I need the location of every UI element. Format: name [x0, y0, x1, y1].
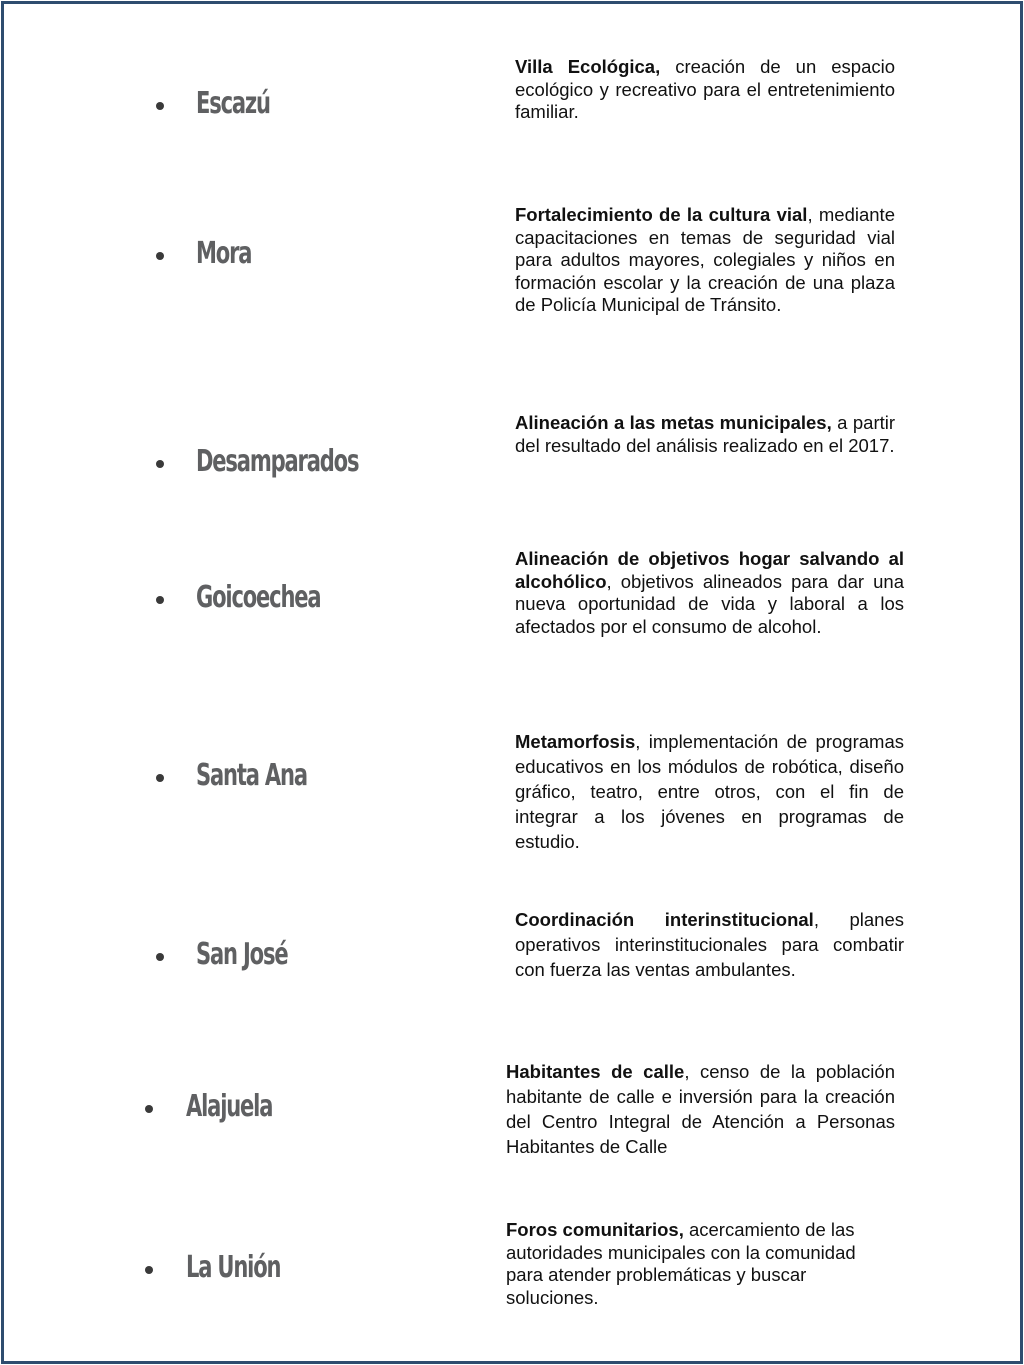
description-text: , planes operativos interinstitucionales para combatir con fuerza las ventas ambulantes.: [515, 909, 905, 980]
description-text: , implementación de programas educativos en los módulos de robótica, diseño gráfico, teatro, entre otros, con el fin de integrar a los jóvenes en programas de estudio.: [515, 731, 904, 852]
description-goicoechea: [515, 548, 904, 638]
bullet-icon: [156, 460, 164, 468]
description-title: Metamorfosis: [515, 731, 636, 752]
municipality-name-mora: Mora: [196, 236, 252, 271]
description-title: Habitantes de calle: [506, 1061, 685, 1082]
municipality-name-goicoechea: Goicoechea: [196, 580, 321, 615]
description-san-jose: [515, 907, 904, 982]
description-text: , censo de la población habitante de calle e inversión para la creación del Centro Integral de Atención a Personas Habitantes de Calle: [506, 1061, 895, 1157]
municipality-name-santa-ana: Santa Ana: [196, 758, 307, 793]
bullet-icon: [156, 252, 164, 260]
description-santa-ana: [515, 729, 904, 854]
bullet-icon: [145, 1105, 153, 1113]
description-desamparados: [515, 412, 895, 457]
description-text: creación de un espacio ecológico y recreativo para el entretenimiento familiar.: [515, 56, 896, 123]
description-text: , objetivos alineados para dar una nueva oportunidad de vida y laboral a los afectados por el consumo de alcohol.: [515, 570, 904, 637]
description-title: Coordinación interinstitucional: [515, 909, 814, 930]
municipality-name-escazu: Escazú: [196, 86, 270, 121]
description-escazu: [515, 56, 895, 124]
municipality-name-san-jose: San José: [196, 937, 288, 972]
bullet-icon: [145, 1266, 153, 1274]
bullet-icon: [156, 102, 164, 110]
description-mora: [515, 204, 895, 317]
description-text: acercamiento de las autoridades municipales con la comunidad para atender problemáticas y buscar soluciones.: [506, 1219, 856, 1308]
bullet-icon: [156, 596, 164, 604]
municipality-name-alajuela: Alajuela: [186, 1089, 273, 1124]
bullet-icon: [156, 953, 164, 961]
bullet-icon: [156, 774, 164, 782]
description-title: Villa Ecológica,: [515, 56, 661, 77]
description-alajuela: [506, 1059, 895, 1159]
description-title: Alineación de objetivos hogar salvando al alcohólico: [515, 548, 904, 592]
description-text: a partir del resultado del análisis realizado en el 2017.: [515, 412, 896, 456]
description-la-union: [506, 1219, 891, 1309]
municipality-name-la-union: La Unión: [186, 1250, 281, 1285]
description-title: Foros comunitarios,: [506, 1219, 684, 1240]
description-text: , mediante capacitaciones en temas de seguridad vial para adultos mayores, colegiales y niños en formación escolar y la creación de una plaza de Policía Municipal de Tránsito.: [515, 204, 895, 316]
municipality-name-desamparados: Desamparados: [196, 444, 359, 479]
description-title: Alineación a las metas municipales,: [515, 412, 832, 433]
description-title: Fortalecimiento de la cultura vial: [515, 204, 808, 225]
